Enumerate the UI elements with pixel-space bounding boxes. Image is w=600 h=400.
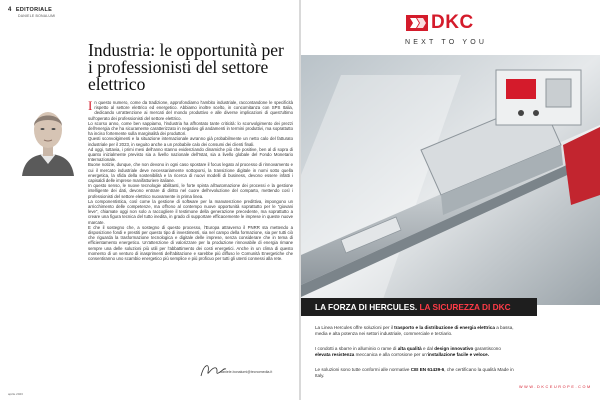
editorial-page bbox=[0, 0, 299, 400]
dkc-logo bbox=[406, 12, 474, 34]
headline-white: LA FORZA DI HERCULES. bbox=[315, 302, 418, 312]
website-link[interactable]: WWW.DKCEUROPE.COM bbox=[519, 385, 592, 389]
paragraph: In questo senso, le nuove tecnologie abilitanti, le forte spinta all'automazione dei processi e la gestione intelligente dei dati, devono entrare di diritto nel cuore dell'evoluzione del comparto, mettendo così i professionisti del settore elettrico nuovamente in prima linea. bbox=[88, 183, 293, 199]
article-body bbox=[88, 100, 293, 261]
paragraph: Questi sconvolgimenti e la situazione internazionale avranno già probabilmente un netto calo del fatturato industriale per il 2023, in seguito anche a un probabile calo dei consumi dei clienti finali. bbox=[88, 136, 293, 147]
paragraph: Lo scorso anno, come ben sappiamo, l'industria ha affrontato tante criticità: lo sconvolgimento dei prezzi dell'energia che ha sicuramente caratterizzato in negativo gli andamenti in termini produttivi, ma soprattutto ha inciso fortemente sulla marginalità dei produttori. bbox=[88, 120, 293, 137]
advertisement-page bbox=[301, 0, 600, 400]
dkc-logo-mark-icon bbox=[406, 15, 428, 31]
ad-headline-banner bbox=[301, 298, 537, 316]
page-number: 4 bbox=[8, 7, 12, 13]
ad-paragraph-3: Le soluzioni sono tutte conformi alle normative CEI EN 61439-6, che certificano la qualità Made in Italy. bbox=[315, 367, 514, 378]
headline-red: LA SICUREZZA DI DKC bbox=[419, 302, 511, 312]
article-title: Industria: le opportunità per i professionisti del settore elettrico bbox=[88, 40, 284, 94]
section-label: EDITORIALE bbox=[15, 7, 53, 13]
drop-cap: I bbox=[88, 98, 93, 113]
paragraph: E che il sostegno che, a sostegno di questo processo, l'Europa attraverso il PNRR sta mettendo a disposizione fondi e prestiti per questo tipo di investimenti, sia nel campo della formazione, sia per tutti ciò che riguarda la trasformazione tecnologica e digitale delle imprese, senza considerare che in tema di efficientamento energetico. Un'attenzione di valorizzare per la produzione rinnovabile di energia rimane sempre una delle soluzioni più utili per l'abbattimento dei costi energetici. Anche in un clima di questo momento di un venturo di inasprimenti dell'abitazione e sarebbe più diffuso le Comunità Energetiche che consentiranno uno scambio energetico più semplice e più proficuo per tutti gli utenti connessi alla rete. bbox=[88, 224, 293, 262]
footer-date: aprile 2023 bbox=[8, 392, 23, 396]
ad-paragraph-1: La Linea Hercules offre soluzioni per il trasporto e la distribuzione di energia elettrica a bassa, media e alta potenza nei settori industriale, commerciale e terziario. bbox=[315, 325, 514, 336]
logo-text: DKC bbox=[431, 12, 474, 33]
author-line: DANIELE BONALUMI bbox=[18, 14, 56, 18]
busbar-product-photo bbox=[301, 55, 600, 305]
signature-email: daniele.bonalumi@tecnomedia.it bbox=[220, 370, 273, 374]
author-portrait bbox=[16, 98, 80, 176]
page-header bbox=[8, 7, 55, 19]
paragraph: La componentistica, così come la gestione di software per la manutenzione predittiva, impongono un arricchimento delle competenze, ma offrono al contempo nuove opportunità soprattutto per le "giovani leve", chiamate oggi non solo a raccogliere il testimone della generazione precedente, ma soprattutto a creare una figura tecnica del tutto inedita, in grado di supportare efficacemente le imprese in queste nuove marcate. bbox=[88, 198, 293, 225]
paragraph: Buone notizie, dunque, che non devono in ogni caso spostare il focus legato al processo di rinnovamento e cui il mercato industriale deve necessariamente sottoporsi, la transizione digitale in nomi sotto quella energetica, la sfida della sostenibilità e la ricerca di nuovi modelli di business, devono essere infatti i capisaldi delle imprese manifatturiere italiane. bbox=[88, 162, 293, 184]
slogan: NEXT TO YOU bbox=[405, 39, 488, 46]
ad-paragraph-2: I condotti a sbarre in alluminio o rame di alta qualità e dal design innovativo garantiscono elevata resistenza meccanica e alla corrosione per un'installazione facile e veloce. bbox=[315, 346, 501, 357]
paragraph: In questo numero, come da tradizione, approfondiamo l'ambito industriale, raccontandone le specificità rispetto al settore elettrico ed energetico. Abbiamo inoltre scelto, in concomitanza con SPS Italia, dedicando un'attenzione ai mercati del mondo produttivo e alle diverse implicazioni di quest'ultimo sull'operato dei professionisti del settore elettrico. bbox=[88, 98, 293, 121]
paragraph: Ad oggi, tuttavia, i primi mesi dell'anno stanno evidenziando dinamiche più che positive, ben al di sopra di quanto inizialmente previsto sia a livello nazionale dell'Istat, sia a livello globale del Fondo Monetario Internazionale. bbox=[88, 146, 293, 163]
